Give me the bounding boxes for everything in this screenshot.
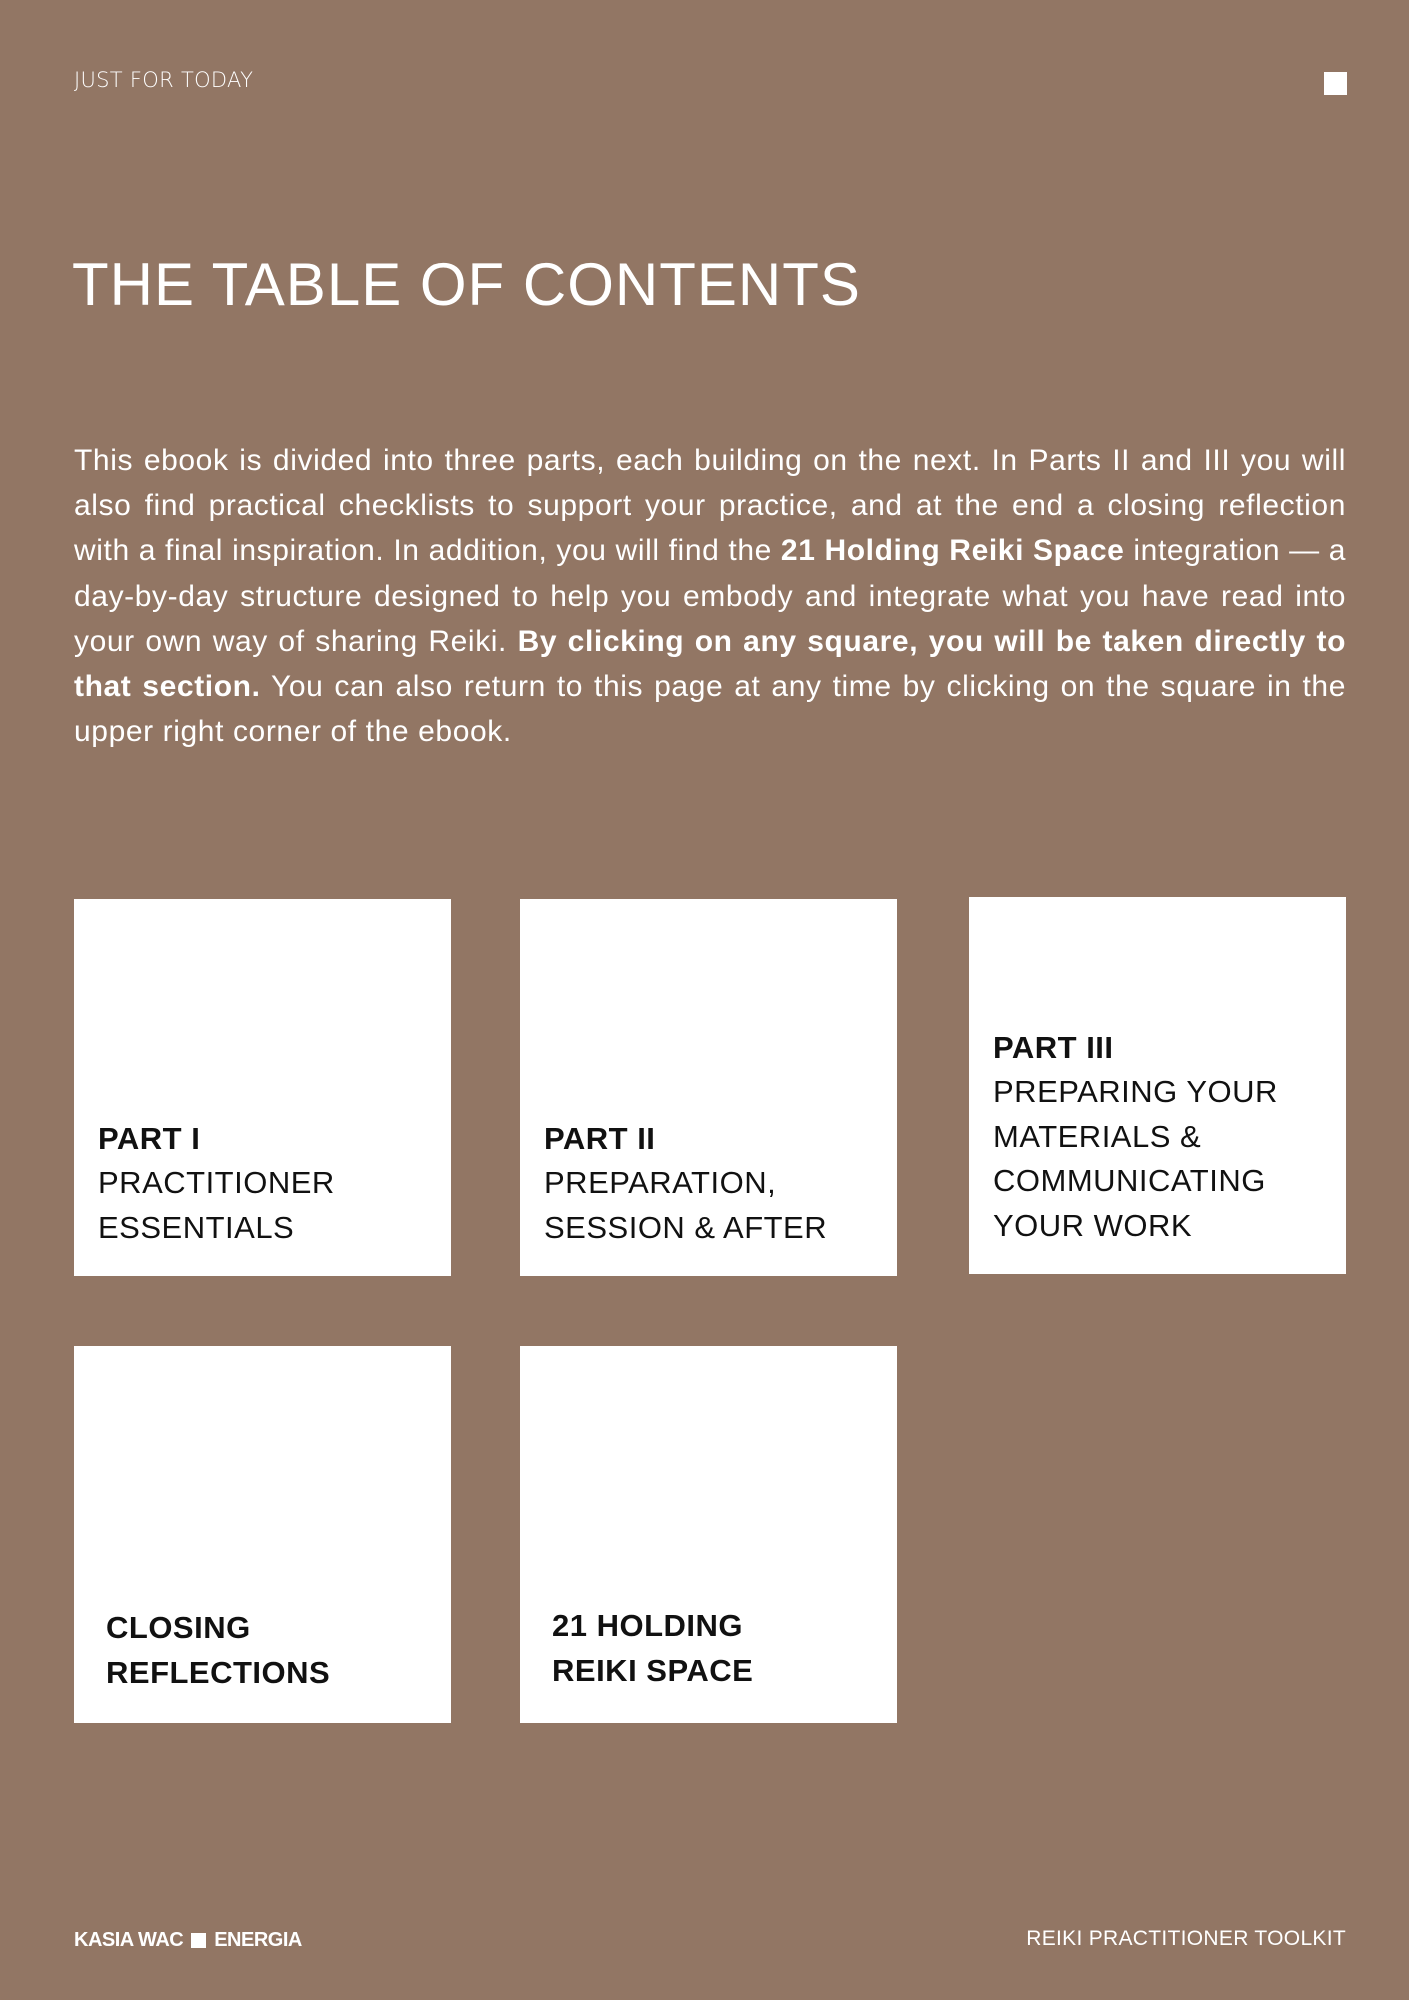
toc-card-part-1[interactable]: [74, 899, 451, 1276]
running-header: JUST FOR TODAY: [74, 68, 254, 92]
intro-bold-integration: 21 Holding Reiki Space: [780, 534, 1125, 568]
toc-card-21-holding-reiki-space[interactable]: [520, 1346, 897, 1723]
card-part-label: PART II: [544, 1120, 656, 1156]
toc-card-closing-reflections[interactable]: [74, 1346, 451, 1723]
page-title: THE TABLE OF CONTENTS: [72, 251, 861, 318]
card-title: PRACTITIONER ESSENTIALS: [98, 1165, 335, 1245]
footer-book-title: REIKI PRACTITIONER TOOLKIT: [1026, 1927, 1346, 1950]
toc-card-part-3[interactable]: [969, 897, 1346, 1274]
intro-text: integration — a day-by-day structure designed to help you embody and integrate what you have read into your own way of sharing Reiki.: [74, 534, 1346, 658]
square-icon: [191, 1933, 206, 1948]
card-title: PREPARATION, SESSION & AFTER: [544, 1165, 828, 1245]
card-title: CLOSING REFLECTIONS: [106, 1610, 331, 1690]
intro-bold-instruction: By clicking on any square, you will be taken directly to that section.: [74, 624, 1347, 704]
home-square-button[interactable]: [1324, 72, 1347, 95]
toc-card-part-2[interactable]: [520, 899, 897, 1276]
card-part-label: PART I: [98, 1120, 201, 1156]
brand-name-suffix: ENERGIA: [214, 1929, 302, 1951]
card-part-label: PART III: [993, 1029, 1114, 1065]
card-title: PREPARING YOUR MATERIALS & COMMUNICATING YOUR WORK: [993, 1074, 1278, 1243]
intro-paragraph: [74, 438, 1346, 754]
intro-text: This ebook is divided into three parts, each building on the next. In Parts II and III you will also find practical checklists to support your practice, and at the end a closing reflection with a final inspiration. In addition, you will find the: [74, 444, 1346, 568]
footer-brand: [74, 1929, 302, 1952]
card-title: 21 HOLDING REIKI SPACE: [552, 1608, 754, 1688]
intro-text: You can also return to this page at any time by clicking on the square in the upper right corner of the ebook.: [74, 670, 1346, 749]
brand-name: KASIA WAC: [74, 1929, 184, 1951]
